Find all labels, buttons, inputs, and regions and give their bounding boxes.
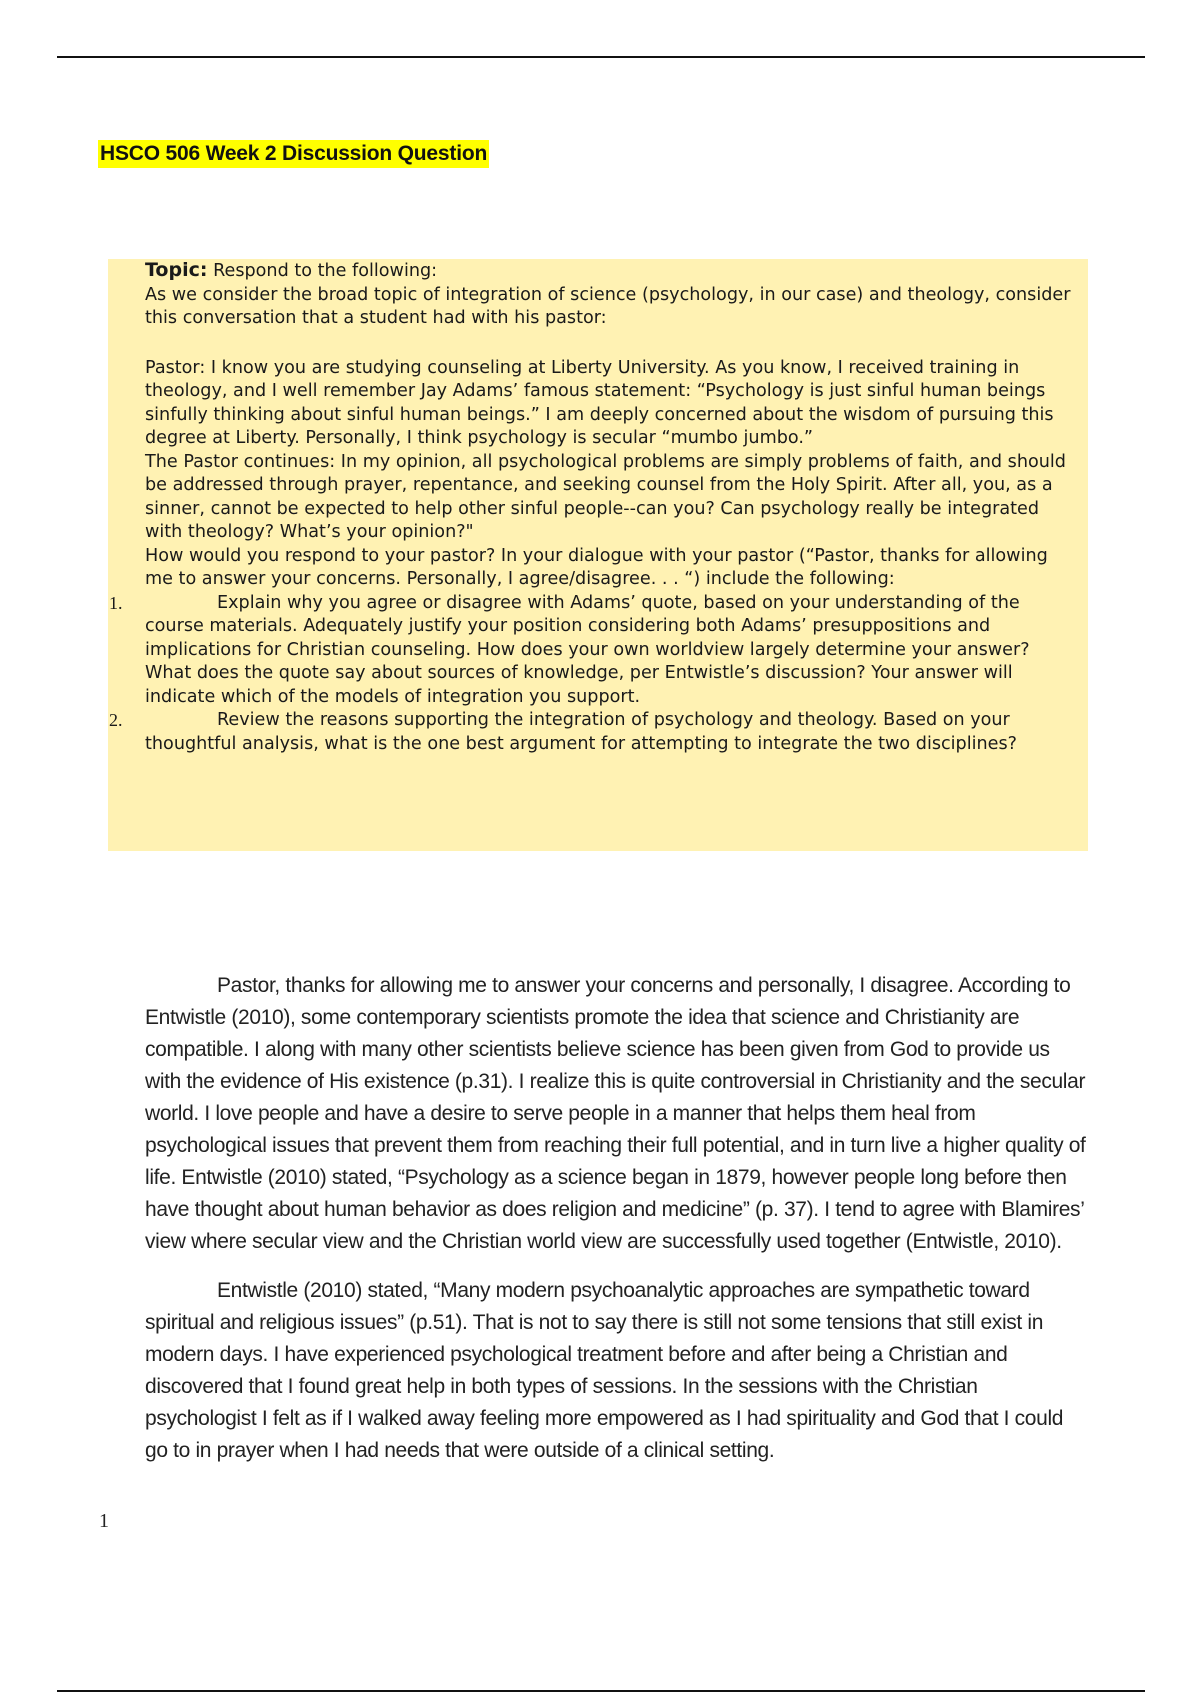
essay-paragraph-2: Entwistle (2010) stated, “Many modern psychoanalytic approaches are sympathetic toward spiritual and religious issues” (p.51). That is not to say there is still not some tensions that still exist in modern days. I have experienced psychological treatment before and after being a Christian and discovered that I found great help in both types of sessions. In the sessions with the Christian psychologist I felt as if I walked away feeling more empowered as I had spirituality and God that I could go to in prayer when I had needs that were outside of a clinical setting. [145,1279,1064,1462]
page-number: 1 [99,1510,109,1532]
essay-body [145,970,1090,1484]
essay-paragraph-1: Pastor, thanks for allowing me to answer your concerns and personally, I disagree. According to Entwistle (2010), some contemporary scientists promote the idea that science and Christianity are compatible. I along with many other scientists believe science has been given from God to provide us with the evidence of His existence (p.31). I realize this is quite controversial in Christianity and the secular world. I love people and have a desire to serve people in a manner that helps them heal from psychological issues that prevent them from reaching their full potential, and in turn live a higher quality of life. Entwistle (2010) stated, “Psychology as a science began in 1879, however people long before then have thought about human behavior as does religion and medicine” (p. 37). I tend to agree with Blamires’ view where secular view and the Christian world view are successfully used together (Entwistle, 2010). [145,974,1086,1253]
topic-label: Topic: [145,259,208,281]
topic-intro: Respond to the following: [213,261,438,281]
item-text-2: Review the reasons supporting the integration of psychology and theology. Based on your thoughtful analysis, what is the one best argument for attempting to integrate the two disciplines? [145,710,1017,754]
topic-prompt: How would you respond to your pastor? In your dialogue with your pastor (“Pastor, thanks for allowing me to answer your concerns. Personally, I agree/disagree. . . “) include the following: [145,545,1048,589]
document-title: HSCO 506 Week 2 Discussion Question [98,140,489,168]
pastor-statement-1: Pastor: I know you are studying counseling at Liberty University. As you know, I received training in theology, and I well remember Jay Adams’ famous statement: “Psychology is just sinful human beings sinfully thinking about sinful human beings.” I am deeply concerned about the wisdom of pursuing this degree at Liberty. Personally, I think psychology is secular “mumbo jumbo.” [145,357,1054,448]
numbered-item-2 [109,709,1075,756]
topic-spacer [145,331,1075,357]
item-text-1: Explain why you agree or disagree with Adams’ quote, based on your understanding of the course materials. Adequately justify your position considering both Adams’ presuppositions and implications for Christian counseling. How does your own worldview largely determine your answer? What does the quote say about sources of knowledge, per Entwistle’s discussion? Your answer will indicate which of the models of integration you support. [145,592,1030,707]
numbered-item-1 [109,592,1075,710]
item-marker-1: 1. [109,592,123,613]
header-rule [57,56,1145,58]
topic-context: As we consider the broad topic of integration of science (psychology, in our case) and theology, consider this conversation that a student had with his pastor: [145,284,1071,328]
pastor-statement-2: The Pastor continues: In my opinion, all psychological problems are simply problems of faith, and should be addressed through prayer, repentance, and seeking counsel from the Holy Spirit. After all, you, as a sinner, cannot be expected to help other sinful people--can you? Can psychology really be integrated with theology? What’s your opinion?" [145,451,1066,542]
topic-section [109,259,1075,756]
footer-rule [57,1690,1145,1692]
topic-heading [145,259,1075,284]
item-marker-2: 2. [109,710,123,730]
